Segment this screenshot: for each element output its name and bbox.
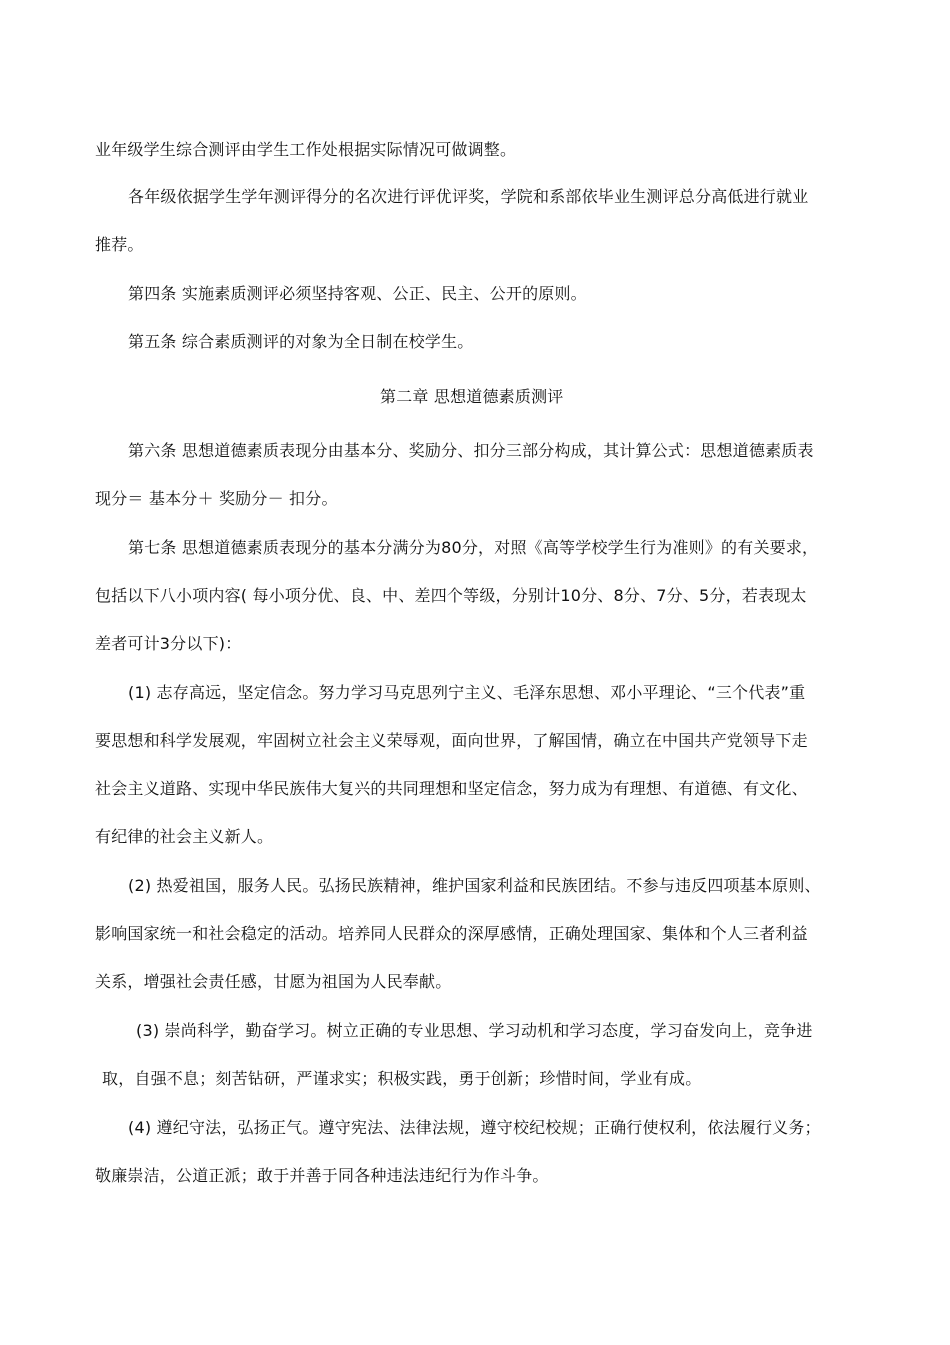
- text-line: 敬廉崇洁，公道正派；敢于并善于同各种违法违纪行为作斗争。: [95, 1166, 549, 1185]
- text-line: 社会主义道路、实现中华民族伟大复兴的共同理想和坚定信念，努力成为有理想、有道德、有文化、: [95, 779, 808, 798]
- item-1: (1) 志存高远，坚定信念。努力学习马克思列宁主义、毛泽东思想、邓小平理论、“三个代表”重: [128, 683, 806, 702]
- article-5: 第五条 综合素质测评的对象为全日制在校学生。: [128, 332, 474, 351]
- text-line: 现分＝ 基本分＋ 奖励分－ 扣分。: [95, 489, 338, 508]
- text-line: 要思想和科学发展观，牢固树立社会主义荣辱观，面向世界，了解国情，确立在中国共产党领导下走: [95, 731, 808, 750]
- text-line: 有纪律的社会主义新人。: [95, 827, 274, 846]
- article-7: 第七条 思想道德素质表现分的基本分满分为80分，对照《高等学校学生行为准则》的有关要求，: [128, 538, 819, 557]
- chapter-heading: 第二章 思想道德素质测评: [380, 387, 564, 406]
- article-6: 第六条 思想道德素质表现分由基本分、奖励分、扣分三部分构成，其计算公式：思想道德素质表: [128, 441, 814, 460]
- article-4: 第四条 实施素质测评必须坚持客观、公正、民主、公开的原则。: [128, 284, 587, 303]
- text-line: 推荐。: [95, 235, 144, 254]
- text-line: 关系，增强社会责任感，甘愿为祖国为人民奉献。: [95, 972, 452, 991]
- item-2: (2) 热爱祖国，服务人民。弘扬民族精神，维护国家利益和民族团结。不参与违反四项基本原则、: [128, 876, 821, 895]
- item-4: (4) 遵纪守法，弘扬正气。遵守宪法、法律法规，遵守校纪校规；正确行使权利，依法履行义务；: [128, 1118, 821, 1137]
- text-line: 业年级学生综合测评由学生工作处根据实际情况可做调整。: [95, 140, 517, 159]
- text-line: 差者可计3分以下)：: [95, 634, 242, 653]
- text-line: 包括以下八小项内容( 每小项分优、良、中、差四个等级，分别计10分、8分、7分、5分，若表现太: [95, 586, 807, 605]
- text-line: 影响国家统一和社会稳定的活动。培养同人民群众的深厚感情，正确处理国家、集体和个人三者利益: [95, 924, 808, 943]
- item-3: (3) 崇尚科学，勤奋学习。树立正确的专业思想、学习动机和学习态度，学习奋发向上，竞争进: [136, 1021, 813, 1040]
- text-line: 取，自强不息；刻苦钻研，严谨求实；积极实践，勇于创新；珍惜时间，学业有成。: [102, 1069, 702, 1088]
- paragraph-line: 各年级依据学生学年测评得分的名次进行评优评奖，学院和系部依毕业生测评总分高低进行就业: [128, 187, 809, 206]
